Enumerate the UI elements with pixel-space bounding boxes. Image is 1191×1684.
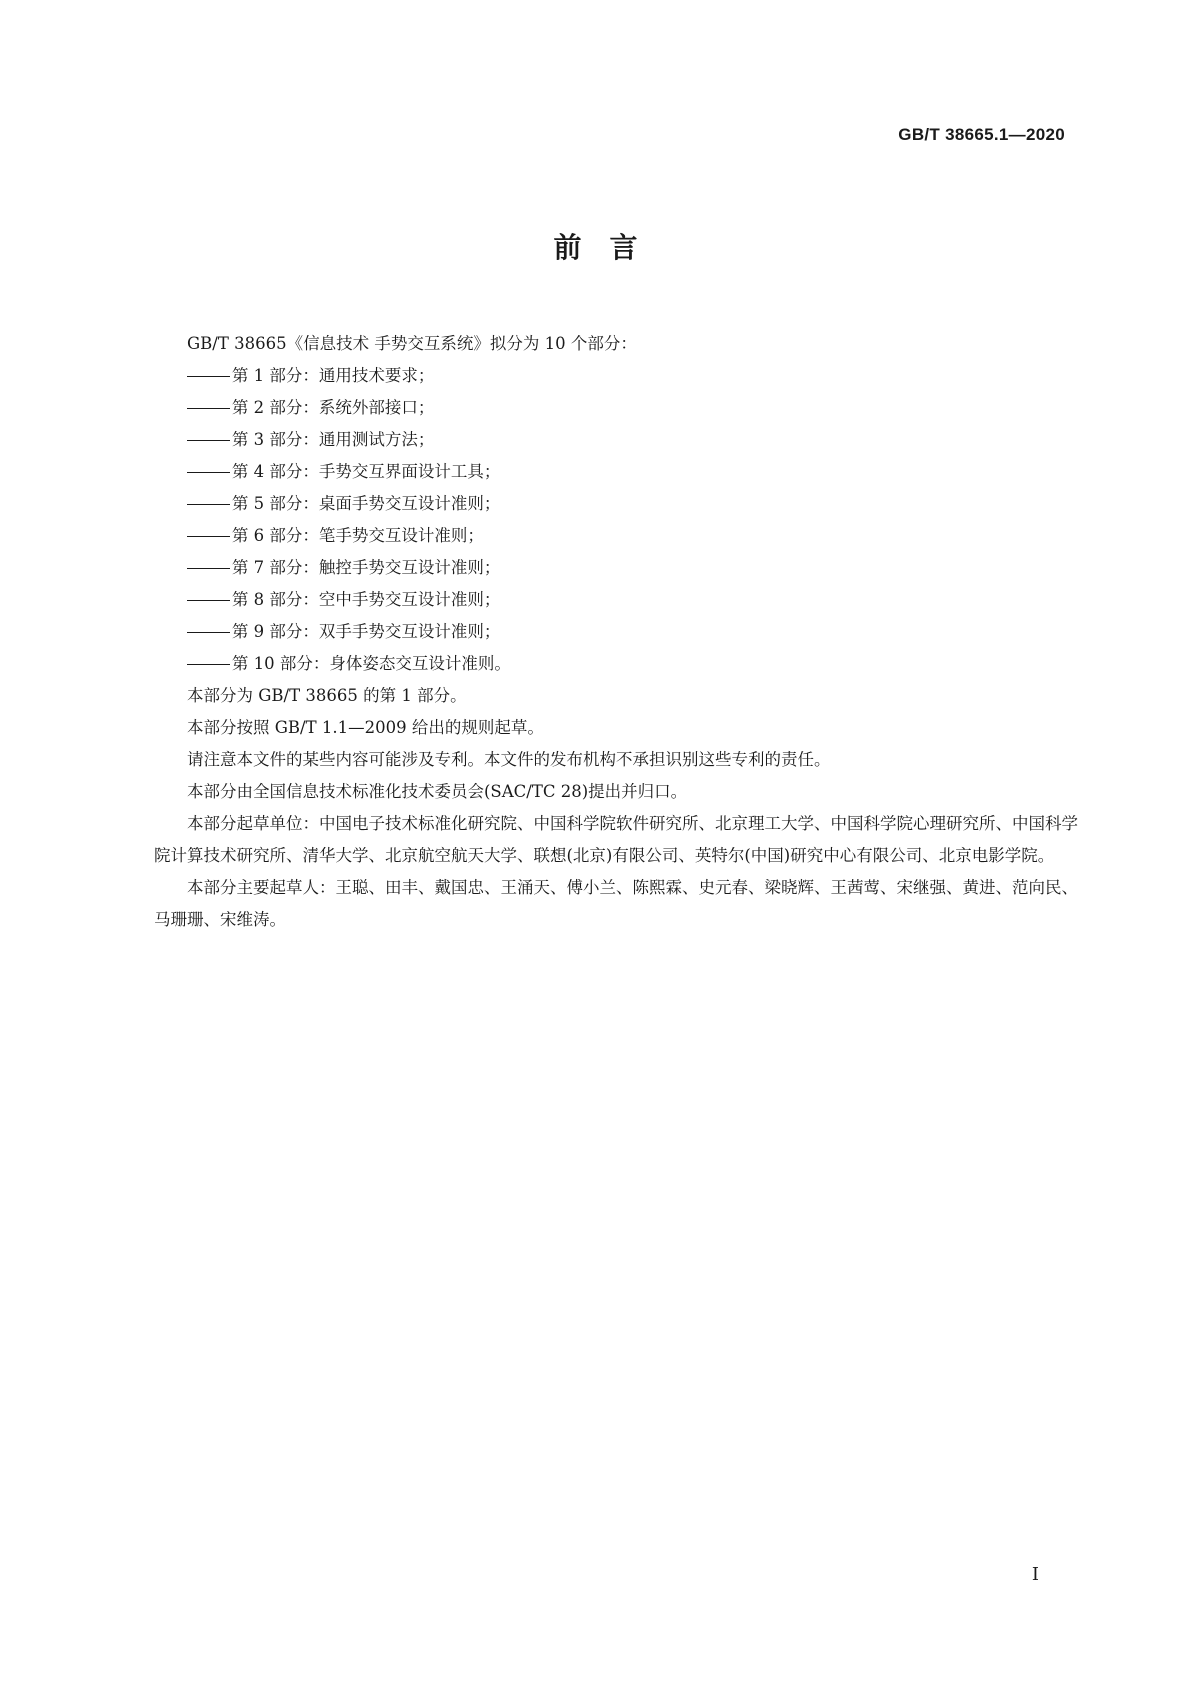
dash-mark — [187, 632, 230, 633]
list-item-text: 第 10 部分：身体姿态交互设计准则。 — [231, 654, 511, 673]
list-item — [154, 584, 1079, 616]
list-item-text: 第 2 部分：系统外部接口； — [231, 398, 435, 417]
dash-mark — [187, 472, 230, 473]
list-item — [154, 360, 1079, 392]
list-item-text: 第 3 部分：通用测试方法； — [231, 430, 435, 449]
list-item-text: 第 1 部分：通用技术要求； — [231, 366, 435, 385]
proposer-statement: 本部分由全国信息技术标准化技术委员会(SAC/TC 28)提出并归口。 — [187, 782, 688, 801]
list-item — [154, 616, 1079, 648]
drafting-units: 本部分起草单位：中国电子技术标准化研究院、中国科学院软件研究所、北京理工大学、中国科学院心理研究所、中国科学院计算技术研究所、清华大学、北京航空航天大学、联想(北京)有限公司、英特尔(中国)研究中心有限公司、北京电影学院。 — [154, 814, 1078, 865]
list-item — [154, 520, 1079, 552]
parts-list — [154, 360, 1079, 680]
standard-code: GB/T 38665.1—2020 — [898, 125, 1065, 144]
page-number: I — [1031, 1564, 1039, 1585]
dash-mark — [187, 536, 230, 537]
dash-mark — [187, 440, 230, 441]
dash-mark — [187, 504, 230, 505]
list-item — [154, 648, 1079, 680]
list-item-text: 第 5 部分：桌面手势交互设计准则； — [231, 494, 501, 513]
dash-mark — [187, 664, 230, 665]
patent-notice: 请注意本文件的某些内容可能涉及专利。本文件的发布机构不承担识别这些专利的责任。 — [187, 750, 831, 769]
dash-mark — [187, 600, 230, 601]
list-item — [154, 552, 1079, 584]
list-item — [154, 424, 1079, 456]
page-title: 前言 — [553, 231, 666, 264]
list-item-text: 第 6 部分：笔手势交互设计准则； — [231, 526, 484, 545]
intro-paragraph: GB/T 38665《信息技术 手势交互系统》拟分为 10 个部分： — [187, 334, 637, 353]
list-item — [154, 488, 1079, 520]
drafting-rules: 本部分按照 GB/T 1.1—2009 给出的规则起草。 — [187, 718, 544, 737]
drafters: 本部分主要起草人：王聪、田丰、戴国忠、王涌天、傅小兰、陈熙霖、史元春、梁晓辉、王茜莺、宋继强、黄进、范向民、马珊珊、宋维涛。 — [154, 878, 1078, 929]
foreword-body — [154, 328, 1079, 936]
list-item-text: 第 7 部分：触控手势交互设计准则； — [231, 558, 501, 577]
list-item — [154, 392, 1079, 424]
part-statement: 本部分为 GB/T 38665 的第 1 部分。 — [187, 686, 467, 705]
list-item-text: 第 8 部分：空中手势交互设计准则； — [231, 590, 501, 609]
list-item-text: 第 9 部分：双手手势交互设计准则； — [231, 622, 501, 641]
dash-mark — [187, 376, 230, 377]
list-item — [154, 456, 1079, 488]
dash-mark — [187, 408, 230, 409]
list-item-text: 第 4 部分：手势交互界面设计工具； — [231, 462, 501, 481]
dash-mark — [187, 568, 230, 569]
